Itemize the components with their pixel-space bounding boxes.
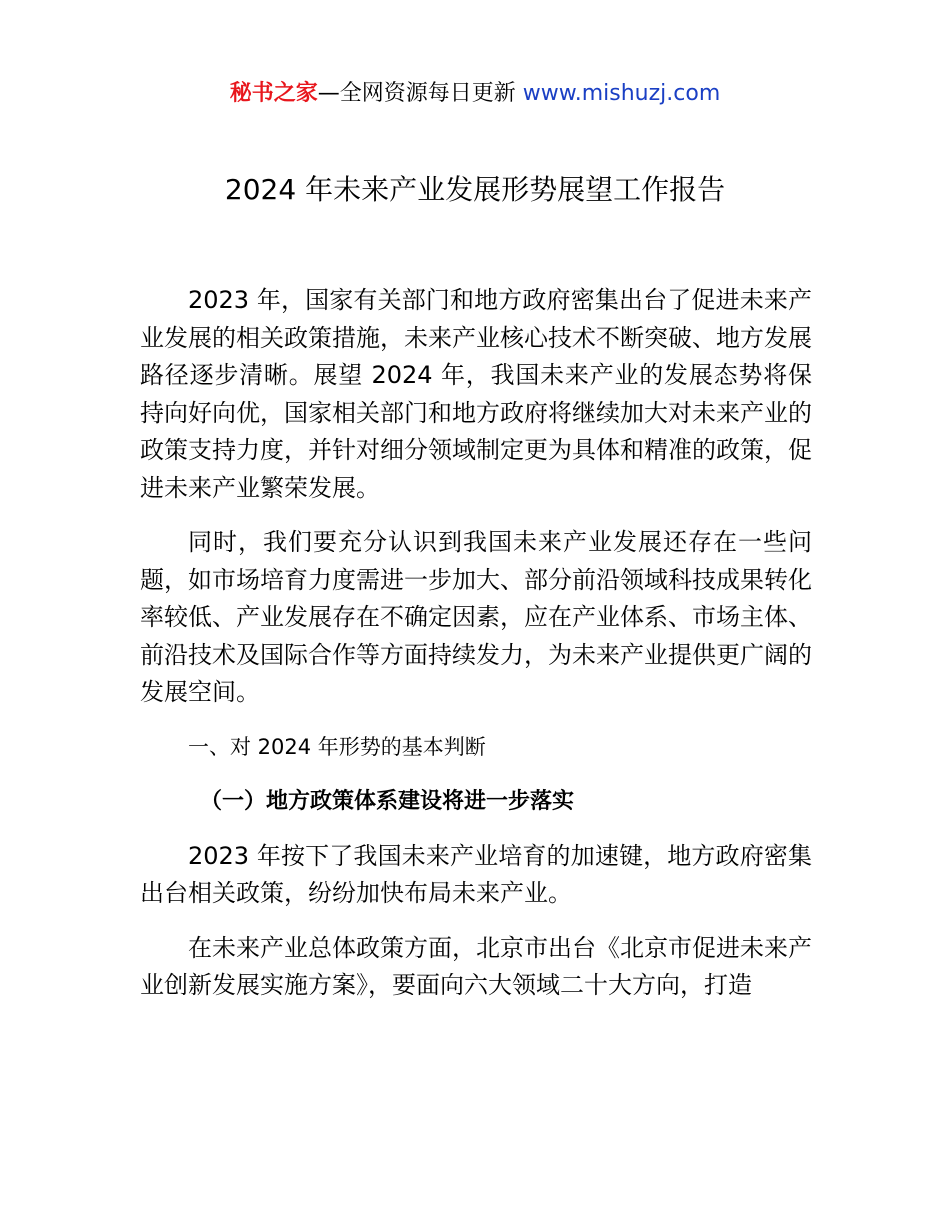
- site-tagline: —全网资源每日更新: [317, 81, 523, 106]
- subsection-heading: （一）地方政策体系建设将进一步落实: [200, 789, 575, 814]
- paragraph-intro: 2023 年，国家有关部门和地方政府密集出台了促进未来产业发展的相关政策措施，未来产业核心技术不断突破、地方发展路径逐步清晰。展望 2024 年，我国未来产业的发展态势将保持向好向优，国家相关部门和地方政府将继续加大对未来产业的政策支持力度，并针对细分领域制定更为具体和精准的政策，促进未来产业繁荣发展。: [140, 286, 812, 502]
- paragraph-problems: 同时，我们要充分认识到我国未来产业发展还存在一些问题，如市场培育力度需进一步加大、部分前沿领域科技成果转化率较低、产业发展存在不确定因素，应在产业体系、市场主体、前沿技术及国际合作等方面持续发力，为未来产业提供更广阔的发展空间。: [140, 528, 812, 706]
- paragraph-local-policy: 2023 年按下了我国未来产业培育的加速键，地方政府密集出台相关政策，纷纷加快布局未来产业。: [140, 841, 812, 907]
- document-body: [140, 282, 812, 1005]
- section-heading: 一、对 2024 年形势的基本判断: [188, 734, 486, 759]
- site-brand: 秘书之家: [229, 81, 318, 106]
- paragraph-overall-policy: 在未来产业总体政策方面，北京市出台《北京市促进未来产业创新发展实施方案》，要面向六大领域二十大方向，打造: [140, 933, 812, 999]
- site-url-link[interactable]: www.mishuzj.com: [522, 81, 721, 106]
- document-title: 2024 年未来产业发展形势展望工作报告: [224, 173, 726, 206]
- site-header: [0, 76, 950, 112]
